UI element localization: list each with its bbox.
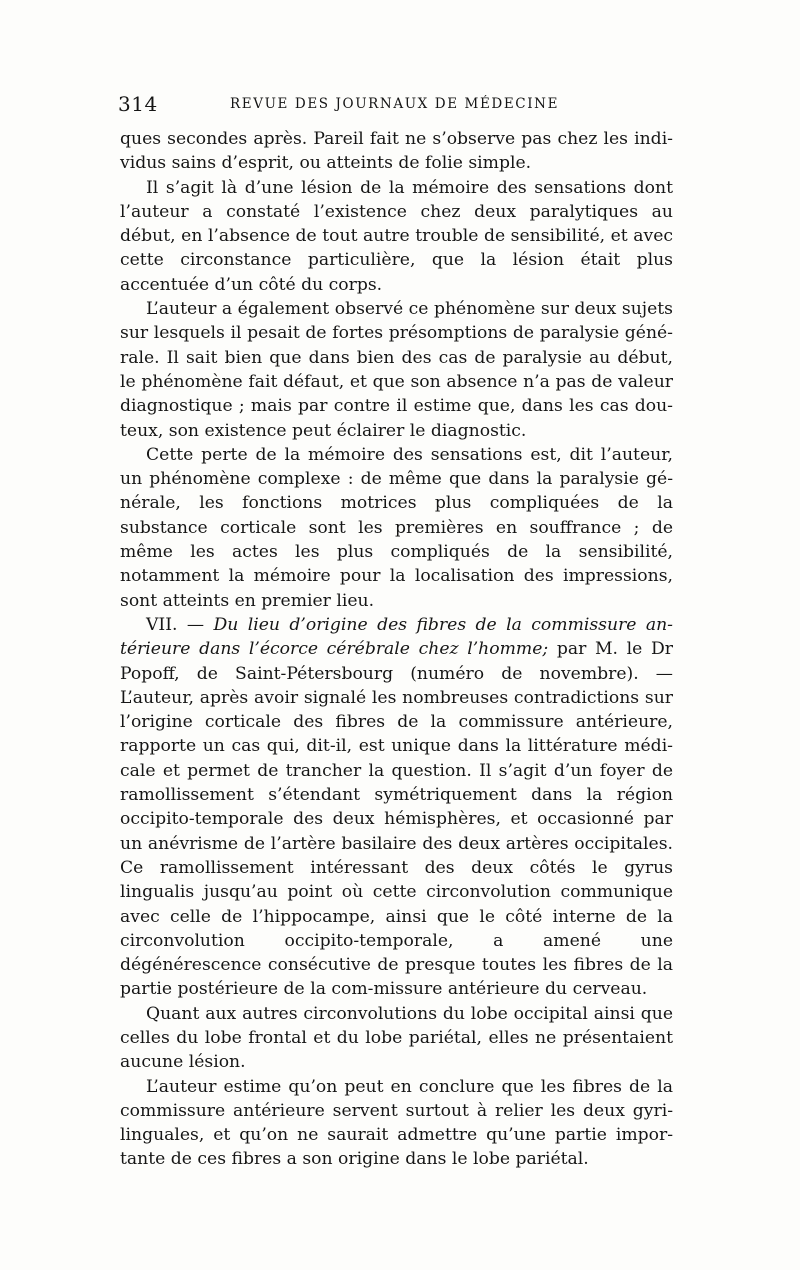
page-number: 314 xyxy=(118,92,158,116)
paragraph-other-lobes: Quant aux autres circonvolutions du lobe occipital ainsi que celles du lobe frontal et du lobe pariétal, elles ne présentaient aucune lésion. xyxy=(120,1003,673,1073)
section-dash: — xyxy=(177,614,214,635)
section-text: par M. le Dr Popoff, de Saint-Pétersbourg (numéro de novembre). — L’auteur, après avoir signalé les nombreuses contradictions sur l’origine corticale des fibres de la commissure antérieure, rapporte un cas qui, dit-il, est unique dans la littérature médi-cale et permet de trancher la question. Il s’agit d’un foyer de ramollissement s’étendant symétriquement dans la région occipito-temporale des deux hémisphères, et occasionné par un anévrisme de l’artère basilaire des deux artères occipitales. Ce ramollissement intéressant des deux côtés le gyrus lingualis jusqu’au point où cette circonvolution communique avec celle de l’hippocampe, ainsi que le côté interne de la circonvolution occipito-temporale, a amené une dégénérescence consécutive de presque toutes les fibres de la partie postérieure de la com-missure antérieure du cerveau. xyxy=(120,639,673,1000)
section-title: Du lieu d’origine des fibres de la commissure an-térieure dans l’écorce cérébrale chez l’homme; xyxy=(120,614,673,660)
paragraph-author-observation: L’auteur a également observé ce phénomène sur deux sujets sur lesquels il pesait de fortes présomptions de paralysie géné-rale. Il sait bien que dans bien des cas de paralysie au début, le phénomène fait défaut, et que son absence n’a pas de valeur diagnostique ; mais par contre il estime que, dans les cas dou-teux, son existence peut éclairer le diagnostic. xyxy=(120,299,673,441)
paragraph-conclusion: L’auteur estime qu’on peut en conclure que les fibres de la commissure antérieure servent surtout à relier les deux gyri-linguales, et qu’on ne saurait admettre qu’une partie impor-tante de ces fibres a son origine dans le lobe pariétal. xyxy=(120,1076,673,1170)
paragraph-continuation: ques secondes après. Pareil fait ne s’observe pas chez les indi-vidus sains d’esprit, ou atteints de folie simple. xyxy=(120,129,673,174)
running-head xyxy=(118,92,678,116)
section-vii-paragraph xyxy=(120,613,673,1002)
paragraph-complex-phenomenon: Cette perte de la mémoire des sensations est, dit l’auteur, un phénomène complexe : de même que dans la paralysie gé-nérale, les fonctions motrices plus compliquées de la substance corticale sont les premières en souffrance ; de même les actes les plus compliqués de la sensibilité, notamment la mémoire pour la localisation des impressions, sont atteints en premier lieu. xyxy=(120,444,673,611)
body-text xyxy=(120,127,673,1172)
paragraph-lesion-memory: Il s’agit là d’une lésion de la mémoire des sensations dont l’auteur a constaté l’existence chez deux paralytiques au début, en l’absence de tout autre trouble de sensibilité, et avec cette circonstance particulière, que la lésion était plus accentuée d’un côté du corps. xyxy=(120,177,673,295)
journal-title: REVUE DES JOURNAUX DE MÉDECINE xyxy=(230,96,560,112)
section-number: VII. xyxy=(146,614,178,635)
